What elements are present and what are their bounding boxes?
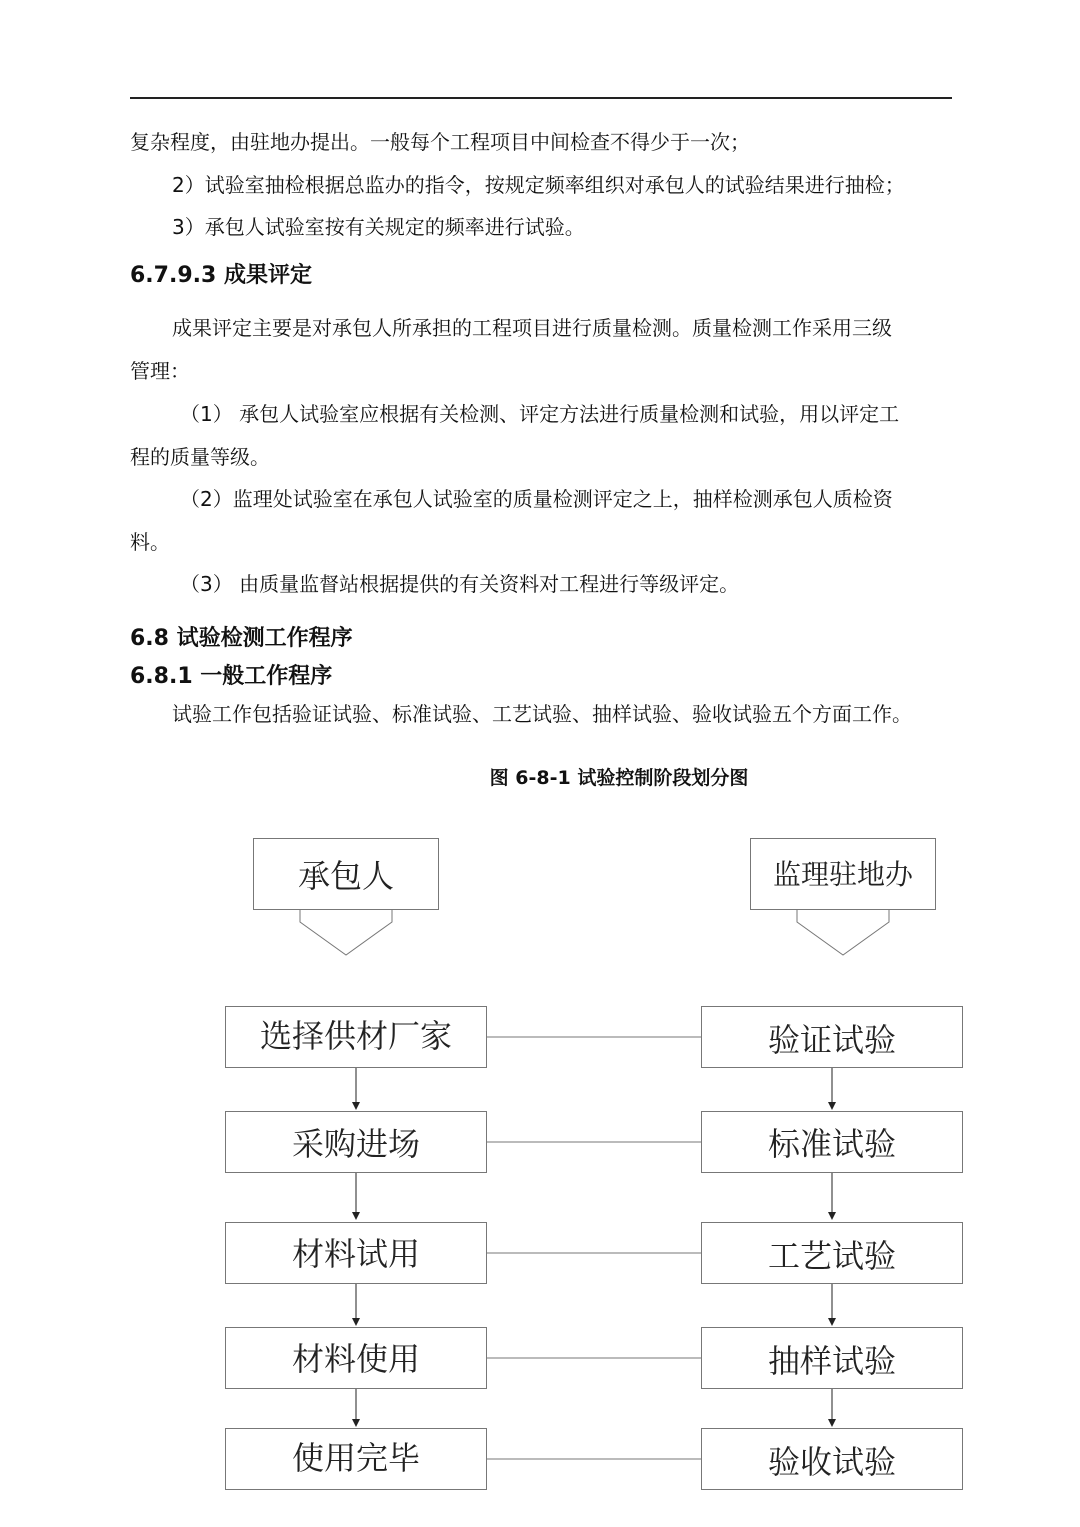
paragraph-line: 料。 xyxy=(130,530,170,554)
paragraph-line: 试验工作包括验证试验、标准试验、工艺试验、抽样试验、验收试验五个方面工作。 xyxy=(172,702,912,726)
section-heading-6793: 6.7.9.3 成果评定 xyxy=(130,263,312,288)
section-heading-681: 6.8.1 一般工作程序 xyxy=(130,664,333,689)
right-step-2: 标准试验 xyxy=(701,1111,963,1173)
header-box-contractor: 承包人 xyxy=(253,838,439,910)
left-step-2: 采购进场 xyxy=(225,1111,487,1173)
right-step-3: 工艺试验 xyxy=(701,1222,963,1284)
right-step-4: 抽样试验 xyxy=(701,1327,963,1389)
paragraph-line: 管理： xyxy=(130,359,190,383)
paragraph-line: 程的质量等级。 xyxy=(130,445,270,469)
right-step-1: 验证试验 xyxy=(701,1006,963,1068)
header-box-supervision: 监理驻地办 xyxy=(750,838,936,910)
figure-caption: 图 6-8-1 试验控制阶段划分图 xyxy=(489,767,749,789)
left-step-5: 使用完毕 xyxy=(225,1428,487,1490)
left-header-arrow xyxy=(300,910,392,955)
list-item-2: 2）试验室抽检根据总监办的指令，按规定频率组织对承包人的试验结果进行抽检； xyxy=(172,173,905,197)
left-step-3: 材料试用 xyxy=(225,1222,487,1284)
paragraph-line: （1） 承包人试验室应根据有关检测、评定方法进行质量检测和试验，用以评定工 xyxy=(180,402,900,426)
paragraph-line: （3） 由质量监督站根据提供的有关资料对工程进行等级评定。 xyxy=(180,572,740,596)
paragraph-continuation: 复杂程度，由驻地办提出。一般每个工程项目中间检查不得少于一次； xyxy=(130,130,750,154)
right-header-arrow xyxy=(797,910,889,955)
left-step-4: 材料使用 xyxy=(225,1327,487,1389)
right-step-5: 验收试验 xyxy=(701,1428,963,1490)
section-heading-68: 6.8 试验检测工作程序 xyxy=(130,626,353,651)
list-item-3: 3）承包人试验室按有关规定的频率进行试验。 xyxy=(172,215,585,239)
paragraph-line: （2）监理处试验室在承包人试验室的质量检测评定之上，抽样检测承包人质检资 xyxy=(180,487,893,511)
paragraph-line: 成果评定主要是对承包人所承担的工程项目进行质量检测。质量检测工作采用三级 xyxy=(172,316,892,340)
left-step-1: 选择供材厂家 xyxy=(225,1006,487,1068)
